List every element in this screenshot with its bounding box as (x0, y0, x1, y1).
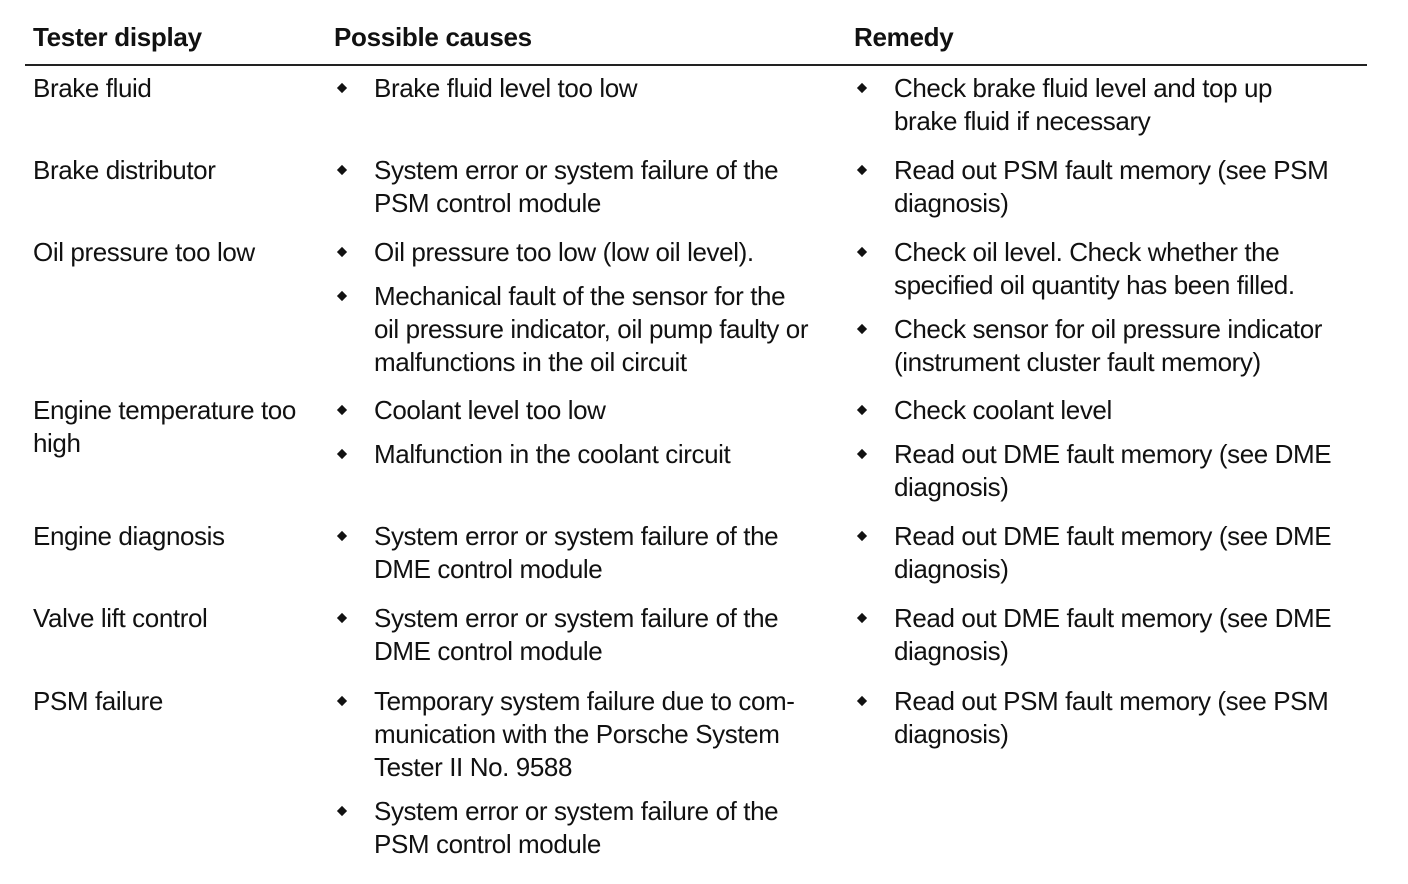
cause-line: oil pressure indicator, oil pump faulty or (374, 314, 809, 344)
cause-item (334, 795, 834, 861)
diamond-bullet-icon (857, 531, 867, 541)
remedy-line: specified oil quantity has been filled. (894, 270, 1295, 300)
remedy-item (854, 394, 1367, 427)
remedy-line: Read out PSM fault memory (see PSM (894, 686, 1329, 716)
cause-item (334, 685, 834, 784)
remedy-item (854, 602, 1367, 668)
tester-display-line: Valve lift control (33, 603, 208, 633)
remedy-text (894, 72, 1367, 138)
possible-causes-cell (334, 685, 834, 861)
remedy-cell (854, 236, 1367, 379)
diagnosis-table (25, 20, 1367, 859)
table-header (25, 20, 1367, 66)
tester-display-line: Brake distributor (33, 155, 216, 185)
tester-display-line: Oil pressure too low (33, 237, 255, 267)
remedy-text (894, 394, 1367, 427)
possible-causes-cell (334, 602, 834, 668)
remedy-line: Read out PSM fault memory (see PSM (894, 155, 1329, 185)
cause-item (334, 520, 834, 586)
tester-display-cell (33, 394, 323, 460)
cause-line: DME control module (374, 554, 603, 584)
tester-display-cell (33, 602, 323, 635)
diamond-bullet-icon (857, 613, 867, 623)
tester-display-cell (33, 520, 323, 553)
possible-causes-cell (334, 236, 834, 379)
cause-line: PSM control module (374, 829, 601, 859)
cause-text (374, 685, 834, 784)
cause-item (334, 394, 834, 427)
remedy-text (894, 154, 1367, 220)
cause-line: Coolant level too low (374, 395, 606, 425)
remedy-line: Read out DME fault memory (see DME (894, 521, 1332, 551)
remedy-line: Check brake fluid level and top up (894, 73, 1273, 103)
remedy-line: diagnosis) (894, 188, 1009, 218)
remedy-item (854, 154, 1367, 220)
cause-item (334, 236, 834, 269)
remedy-line: Check oil level. Check whether the (894, 237, 1280, 267)
cause-text (374, 520, 834, 586)
diamond-bullet-icon (857, 324, 867, 334)
cause-line: PSM control module (374, 188, 601, 218)
remedy-line: diagnosis) (894, 719, 1009, 749)
cause-line: Tester II No. 9588 (374, 752, 573, 782)
cause-text (374, 236, 834, 269)
cause-line: DME control module (374, 636, 603, 666)
cause-line: System error or system failure of the (374, 603, 779, 633)
remedy-cell (854, 72, 1367, 138)
cause-line: Malfunction in the coolant circuit (374, 439, 731, 469)
tester-display-line: PSM failure (33, 686, 163, 716)
diamond-bullet-icon (857, 165, 867, 175)
remedy-cell (854, 520, 1367, 586)
remedy-line: (instrument cluster fault memory) (894, 347, 1261, 377)
cause-item (334, 438, 834, 471)
diamond-bullet-icon (337, 165, 347, 175)
diamond-bullet-icon (857, 696, 867, 706)
cause-item (334, 154, 834, 220)
header-tester-display: Tester display (33, 22, 202, 52)
tester-display-line: high (33, 428, 81, 458)
remedy-text (894, 520, 1367, 586)
remedy-item (854, 72, 1367, 138)
header-possible-causes: Possible causes (334, 22, 532, 52)
cause-item (334, 602, 834, 668)
remedy-line: brake fluid if necessary (894, 106, 1151, 136)
remedy-cell (854, 602, 1367, 668)
remedy-cell (854, 685, 1367, 751)
cause-line: System error or system failure of the (374, 796, 779, 826)
remedy-text (894, 313, 1367, 379)
remedy-cell (854, 154, 1367, 220)
diamond-bullet-icon (857, 83, 867, 93)
tester-display-cell (33, 685, 323, 718)
remedy-line: Read out DME fault memory (see DME (894, 603, 1332, 633)
cause-item (334, 280, 834, 379)
cause-text (374, 394, 834, 427)
cause-text (374, 154, 834, 220)
tester-display-cell (33, 236, 323, 269)
diamond-bullet-icon (857, 449, 867, 459)
tester-display-line: Engine temperature too (33, 395, 296, 425)
remedy-item (854, 236, 1367, 302)
remedy-item (854, 313, 1367, 379)
diamond-bullet-icon (857, 247, 867, 257)
tester-display-cell (33, 72, 323, 105)
cause-text (374, 280, 834, 379)
tester-display-cell (33, 154, 323, 187)
diamond-bullet-icon (337, 449, 347, 459)
cause-line: Brake fluid level too low (374, 73, 638, 103)
remedy-line: diagnosis) (894, 636, 1009, 666)
remedy-line: Check coolant level (894, 395, 1112, 425)
tester-display-line: Engine diagnosis (33, 521, 225, 551)
diamond-bullet-icon (337, 247, 347, 257)
cause-line: Oil pressure too low (low oil level). (374, 237, 754, 267)
diamond-bullet-icon (337, 613, 347, 623)
diamond-bullet-icon (337, 806, 347, 816)
remedy-item (854, 685, 1367, 751)
cause-line: System error or system failure of the (374, 521, 779, 551)
remedy-cell (854, 394, 1367, 504)
cause-line: Mechanical fault of the sensor for the (374, 281, 786, 311)
remedy-line: diagnosis) (894, 472, 1009, 502)
diamond-bullet-icon (857, 405, 867, 415)
cause-text (374, 438, 834, 471)
cause-text (374, 602, 834, 668)
cause-line: System error or system failure of the (374, 155, 779, 185)
tester-display-line: Brake fluid (33, 73, 152, 103)
possible-causes-cell (334, 520, 834, 586)
diamond-bullet-icon (337, 696, 347, 706)
remedy-text (894, 236, 1367, 302)
remedy-text (894, 602, 1367, 668)
cause-text (374, 795, 834, 861)
remedy-line: Check sensor for oil pressure indicator (894, 314, 1323, 344)
header-remedy: Remedy (854, 22, 954, 52)
remedy-item (854, 438, 1367, 504)
cause-text (374, 72, 834, 105)
diamond-bullet-icon (337, 291, 347, 301)
diamond-bullet-icon (337, 83, 347, 93)
remedy-text (894, 685, 1367, 751)
remedy-line: Read out DME fault memory (see DME (894, 439, 1332, 469)
diamond-bullet-icon (337, 405, 347, 415)
cause-item (334, 72, 834, 105)
cause-line: Temporary system failure due to com- (374, 686, 795, 716)
possible-causes-cell (334, 154, 834, 220)
cause-line: malfunctions in the oil circuit (374, 347, 687, 377)
remedy-line: diagnosis) (894, 554, 1009, 584)
diamond-bullet-icon (337, 531, 347, 541)
possible-causes-cell (334, 394, 834, 471)
remedy-item (854, 520, 1367, 586)
cause-line: munication with the Porsche System (374, 719, 780, 749)
possible-causes-cell (334, 72, 834, 105)
remedy-text (894, 438, 1367, 504)
